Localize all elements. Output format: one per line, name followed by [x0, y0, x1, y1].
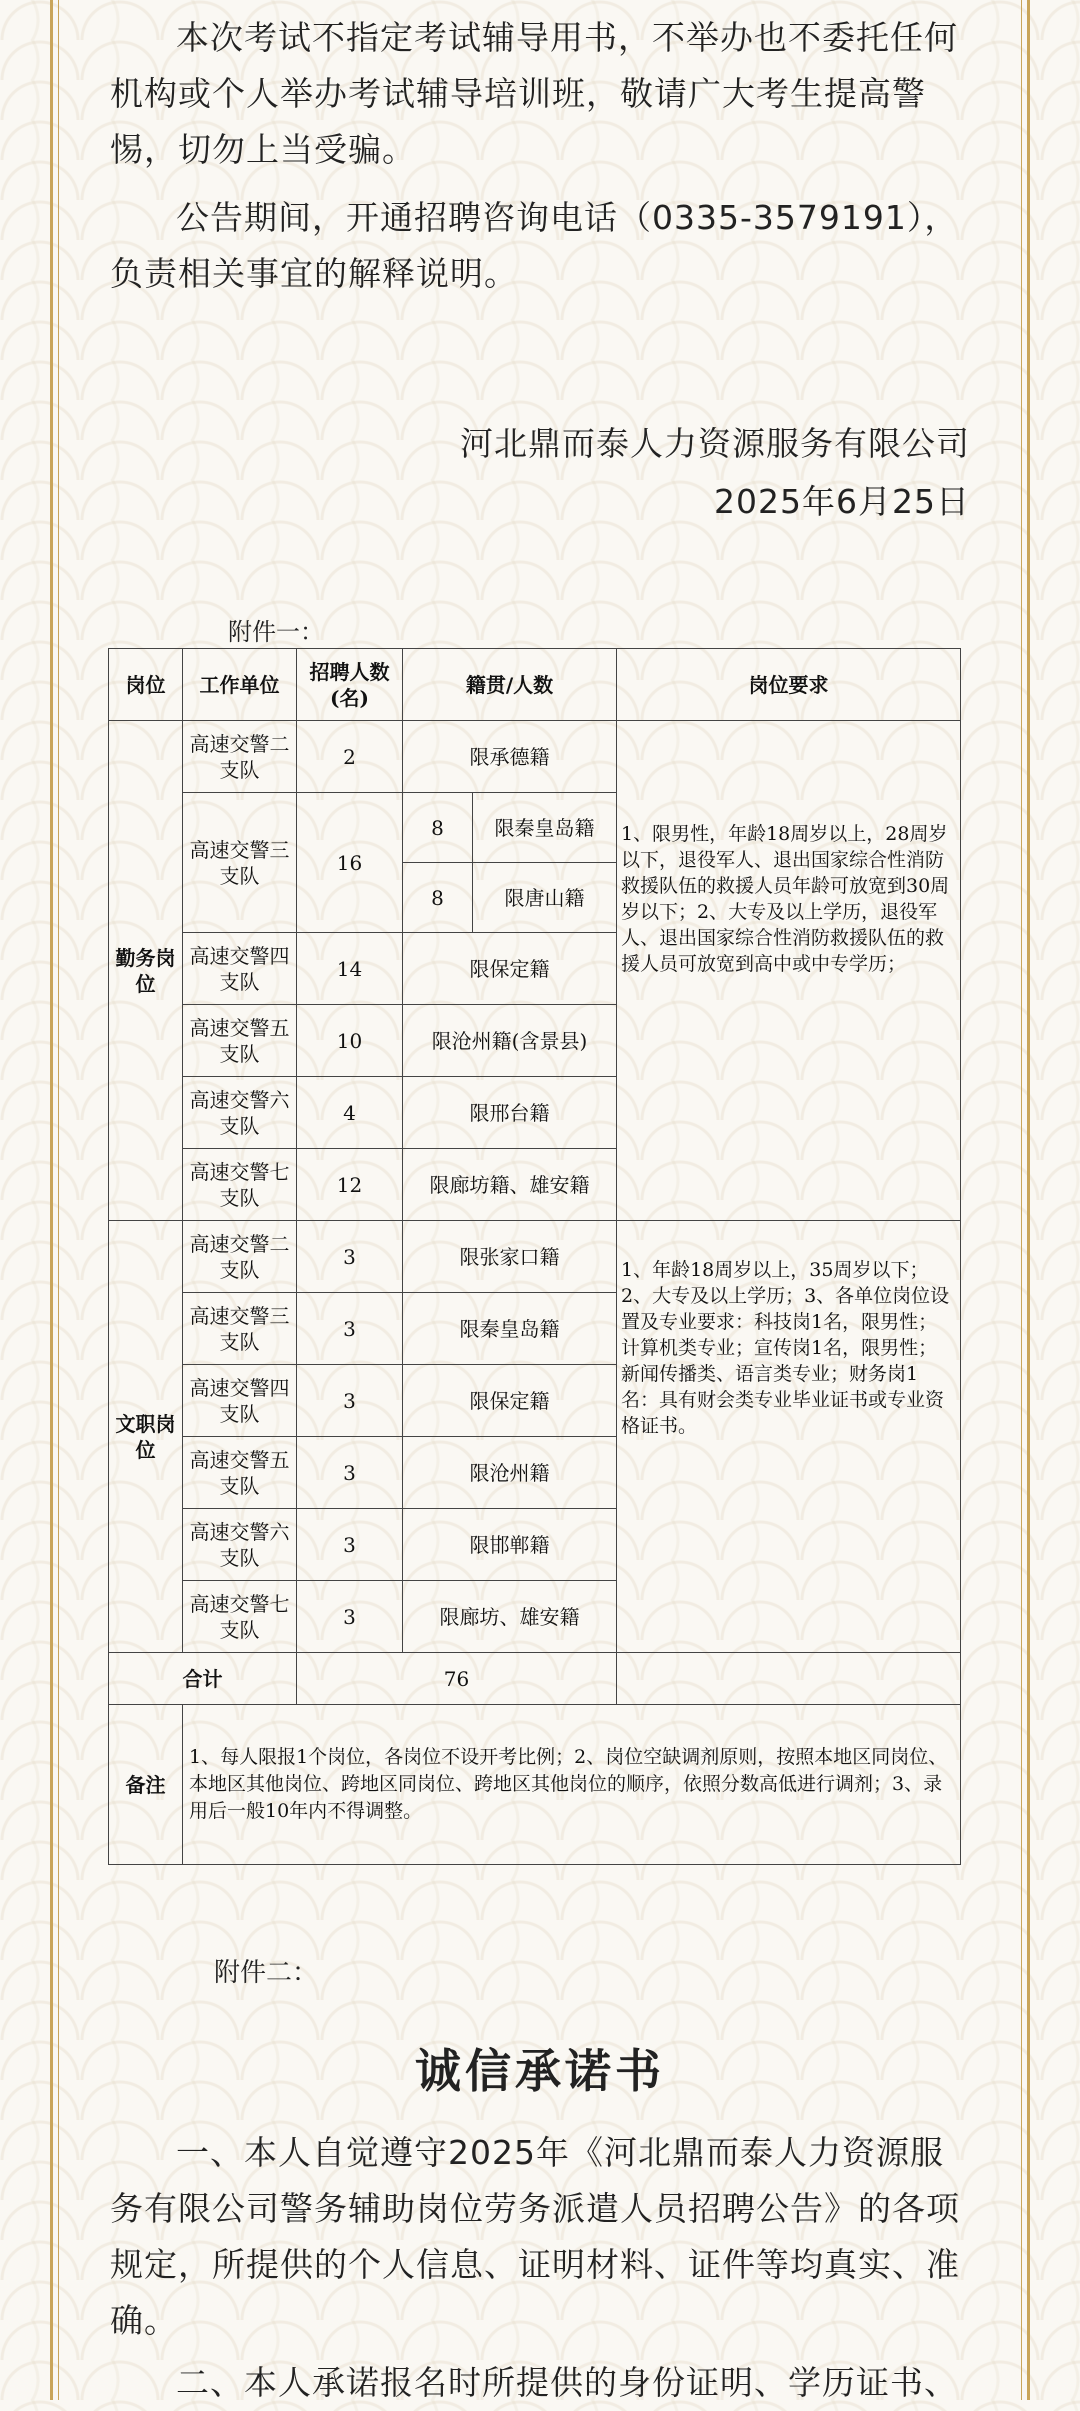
sub-count-cell: 8: [403, 793, 473, 863]
origin-cell: 限保定籍: [403, 933, 617, 1005]
unit-cell: 高速交警二支队: [183, 1221, 297, 1293]
unit-cell: 高速交警七支队: [183, 1581, 297, 1653]
count-cell: 3: [297, 1437, 403, 1509]
unit-cell: 高速交警四支队: [183, 1365, 297, 1437]
count-cell: 3: [297, 1509, 403, 1581]
unit-cell: 高速交警五支队: [183, 1005, 297, 1077]
origin-cell: 限秦皇岛籍: [403, 1293, 617, 1365]
issuer-organization: 河北鼎而泰人力资源服务有限公司: [460, 424, 970, 463]
header-origin: 籍贯/人数: [403, 649, 617, 721]
issue-date: 2025年6月25日: [714, 482, 970, 521]
header-post: 岗位: [109, 649, 183, 721]
count-cell: 3: [297, 1581, 403, 1653]
count-cell: 16: [297, 793, 403, 933]
attachment-1-label: 附件一：: [228, 618, 324, 646]
count-cell: 10: [297, 1005, 403, 1077]
sub-origin-cell: 限唐山籍: [473, 863, 617, 933]
total-empty-cell: [617, 1653, 961, 1705]
pledge-paragraph-2: 二、本人承诺报名时所提供的身份证明、学历证书、: [176, 2363, 958, 2402]
group-name-duty: 勤务岗位: [109, 721, 183, 1221]
table-row: [109, 721, 961, 793]
group-name-civilian: 文职岗位: [109, 1221, 183, 1653]
header-count: 招聘人数(名): [297, 649, 403, 721]
origin-cell: 限沧州籍: [403, 1437, 617, 1509]
origin-cell: 限廊坊籍、雄安籍: [403, 1149, 617, 1221]
count-cell: 3: [297, 1293, 403, 1365]
origin-cell: 限保定籍: [403, 1365, 617, 1437]
total-label: 合计: [109, 1653, 297, 1705]
sub-count-cell: 8: [403, 863, 473, 933]
header-unit: 工作单位: [183, 649, 297, 721]
header-requirements: 岗位要求: [617, 649, 961, 721]
count-cell: 4: [297, 1077, 403, 1149]
pledge-title: 诚信承诺书: [415, 2044, 665, 2098]
origin-cell: 限邯郸籍: [403, 1509, 617, 1581]
count-cell: 14: [297, 933, 403, 1005]
requirements-civilian: 1、年龄18周岁以上，35周岁以下；2、大专及以上学历；3、各单位岗位设置及专业要求：科技岗1名，限男性；计算机类专业；宣传岗1名，限男性；新闻传播类、语言类专业；财务岗1名：具有财会类专业毕业证书或专业资格证书。: [617, 1221, 961, 1653]
unit-cell: 高速交警二支队: [183, 721, 297, 793]
origin-cell: 限廊坊、雄安籍: [403, 1581, 617, 1653]
total-row: [109, 1653, 961, 1705]
count-cell: 3: [297, 1365, 403, 1437]
notes-label: 备注: [109, 1705, 183, 1865]
unit-cell: 高速交警五支队: [183, 1437, 297, 1509]
unit-cell: 高速交警六支队: [183, 1077, 297, 1149]
attachment-2-label: 附件二：: [214, 1958, 319, 1988]
sub-origin-cell: 限秦皇岛籍: [473, 793, 617, 863]
notes-text: 1、每人限报1个岗位，各岗位不设开考比例；2、岗位空缺调剂原则，按照本地区同岗位、本地区其他岗位、跨地区同岗位、跨地区其他岗位的顺序，依照分数高低进行调剂；3、录用后一般10年内不得调整。: [183, 1705, 961, 1865]
origin-cell: 限承德籍: [403, 721, 617, 793]
notice-paragraph-1: 本次考试不指定考试辅导用书，不举办也不委托任何机构或个人举办考试辅导培训班，敬请广大考生提高警惕，切勿上当受骗。: [110, 18, 958, 169]
origin-cell: 限沧州籍(含景县): [403, 1005, 617, 1077]
count-cell: 12: [297, 1149, 403, 1221]
count-cell: 3: [297, 1221, 403, 1293]
unit-cell: 高速交警三支队: [183, 1293, 297, 1365]
origin-cell: 限张家口籍: [403, 1221, 617, 1293]
unit-cell: 高速交警七支队: [183, 1149, 297, 1221]
table-row: [109, 1221, 961, 1293]
positions-table: [108, 648, 961, 1865]
total-value: 76: [297, 1653, 617, 1705]
pledge-paragraph-1: 一、本人自觉遵守2025年《河北鼎而泰人力资源服务有限公司警务辅助岗位劳务派遣人员招聘公告》的各项规定，所提供的个人信息、证明材料、证件等均真实、准确。: [110, 2133, 960, 2340]
notice-paragraph-2: 公告期间，开通招聘咨询电话（0335-3579191），负责相关事宜的解释说明。: [110, 198, 959, 293]
unit-cell: 高速交警三支队: [183, 793, 297, 933]
table-header-row: [109, 649, 961, 721]
origin-cell: 限邢台籍: [403, 1077, 617, 1149]
count-cell: 2: [297, 721, 403, 793]
requirements-duty: 1、限男性，年龄18周岁以上，28周岁以下，退役军人、退出国家综合性消防救援队伍的救援人员年龄可放宽到30周岁以下；2、大专及以上学历，退役军人、退出国家综合性消防救援队伍的救援人员可放宽到高中或中专学历；: [617, 721, 961, 1221]
unit-cell: 高速交警六支队: [183, 1509, 297, 1581]
notes-row: [109, 1705, 961, 1865]
unit-cell: 高速交警四支队: [183, 933, 297, 1005]
